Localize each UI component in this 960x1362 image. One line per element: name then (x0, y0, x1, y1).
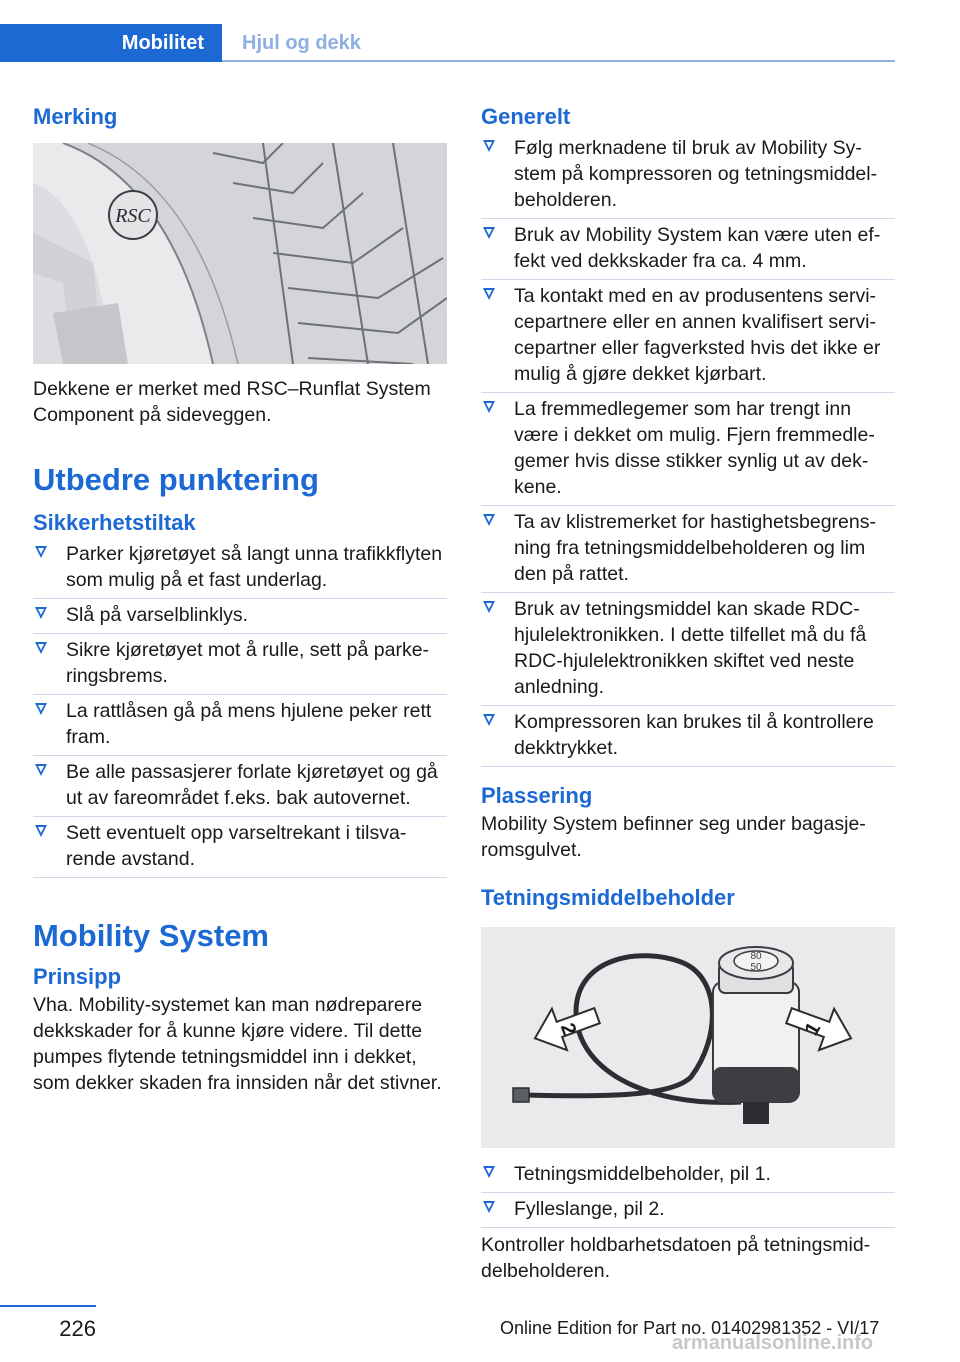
tetning-list-item (481, 1158, 895, 1193)
bullet-triangle-icon (483, 288, 495, 300)
sikkerhet-list-item-text: Sett eventuelt opp varseltrekant i tilsvarende avstand. (66, 822, 407, 870)
watermark: armanualsonline.info (672, 1332, 874, 1354)
tetning-list (481, 1158, 895, 1228)
generelt-list-item (481, 132, 895, 219)
sikkerhet-list-item (33, 756, 447, 817)
sikkerhet-list-item (33, 695, 447, 756)
tetning-list-item-text: Fylleslange, pil 2. (514, 1198, 665, 1220)
bullet-triangle-icon (35, 703, 47, 715)
tab-underline (222, 60, 895, 62)
bottle-label-top: 80 (750, 951, 762, 962)
bullet-triangle-icon (483, 401, 495, 413)
rsc-logo-text: RSC (115, 205, 151, 227)
section-mobility-system: Mobility System (33, 918, 269, 953)
generelt-list-item (481, 219, 895, 280)
generelt-list-item (481, 506, 895, 593)
generelt-list-item (481, 593, 895, 706)
tetning-heading: Tetningsmiddelbeholder (481, 885, 735, 910)
bullet-triangle-icon (35, 607, 47, 619)
generelt-list-item-text: Bruk av tetningsmiddel kan skade RDC-hjulelektronikken. I dette tilfellet må du få RDC-hjulelektronikken skiftet ved neste anledning. (514, 598, 867, 698)
sikkerhet-list (33, 538, 447, 878)
bullet-triangle-icon (35, 546, 47, 558)
bullet-triangle-icon (483, 601, 495, 613)
tetning-list-item-text: Tetningsmiddelbeholder, pil 1. (514, 1163, 771, 1185)
tetning-list-item (481, 1193, 895, 1228)
plassering-text: Mobility System befinner seg under bagasjeromsgulvet. (481, 813, 866, 861)
edition-text: Online Edition for Part no. 01402981352 - VI/17 (500, 1318, 880, 1338)
generelt-list-item-text: Bruk av Mobility System kan være uten effekt ved dekkskader fra ca. 4 mm. (514, 224, 881, 272)
tire-illustration (33, 143, 447, 364)
bullet-triangle-icon (483, 514, 495, 526)
bullet-triangle-icon (483, 714, 495, 726)
sikkerhet-list-item (33, 817, 447, 878)
left-column (33, 102, 447, 1096)
sikkerhet-list-item (33, 599, 447, 634)
sikkerhet-heading: Sikkerhetstiltak (33, 510, 196, 535)
right-column (481, 102, 895, 1284)
merking-heading: Merking (33, 104, 118, 129)
generelt-list (481, 132, 895, 767)
generelt-heading: Generelt (481, 104, 571, 129)
sealant-illustration (481, 927, 895, 1148)
section-utbedre-punktering: Utbedre punktering (33, 462, 319, 497)
sikkerhet-list-item-text: Slå på varselblinklys. (66, 604, 249, 626)
bullet-triangle-icon (35, 825, 47, 837)
plassering-heading: Plassering (481, 783, 593, 808)
bullet-triangle-icon (483, 227, 495, 239)
bullet-triangle-icon (483, 1166, 495, 1178)
bullet-triangle-icon (483, 1201, 495, 1213)
sikkerhet-list-item (33, 538, 447, 599)
merking-text: Dekkene er merket med RSC–Runflat System Component på sideveggen. (33, 378, 431, 426)
bullet-triangle-icon (483, 140, 495, 152)
header-tabs (0, 24, 895, 62)
page-number: 226 (59, 1316, 96, 1341)
generelt-list-item (481, 393, 895, 506)
footer-rule (0, 1305, 96, 1307)
generelt-list-item (481, 706, 895, 767)
tab-mobilitet[interactable]: Mobilitet (0, 24, 222, 62)
generelt-list-item-text: Følg merknadene til bruk av Mobility System på kompressoren og tetningsmiddelbeholderen. (514, 137, 878, 211)
bullet-triangle-icon (35, 642, 47, 654)
sikkerhet-list-item-text: Be alle passasjerer forlate kjøretøyet og gå ut av fareområdet f.eks. bak autovernet. (66, 761, 438, 809)
prinsipp-heading: Prinsipp (33, 964, 122, 989)
generelt-list-item-text: La fremmedlegemer som har trengt inn være i dekket om mulig. Fjern fremmedlegemer hvis disse stikker synlig ut av dekkene. (514, 398, 875, 498)
sikkerhet-list-item-text: La rattlåsen gå på mens hjulene peker rett fram. (66, 700, 432, 748)
generelt-list-item (481, 280, 895, 393)
sikkerhet-list-item-text: Sikre kjøretøyet mot å rulle, sett på parkeringsbrems. (66, 639, 430, 687)
arrow-2-label: 2 (555, 1020, 581, 1039)
kontroll-text: Kontroller holdbarhetsdatoen på tetningsmiddelbeholderen. (481, 1234, 871, 1282)
arrow-1-label: 1 (800, 1018, 826, 1040)
tab-hjul-og-dekk[interactable]: Hjul og dekk (242, 31, 361, 54)
sikkerhet-list-item-text: Parker kjøretøyet så langt unna trafikkflyten som mulig på et fast underlag. (66, 543, 443, 591)
generelt-list-item-text: Ta av klistremerket for hastighetsbegrensning fra tetningsmiddelbeholderen og lim den på rattet. (514, 511, 876, 585)
sikkerhet-list-item (33, 634, 447, 695)
generelt-list-item-text: Kompressoren kan brukes til å kontrollere dekktrykket. (514, 711, 874, 759)
prinsipp-text: Vha. Mobility-systemet kan man nødreparere dekkskader for å kunne kjøre videre. Til dette pumpes flytende tetningsmiddel inn i dekket, som dekker skaden fra innsiden når det stivner. (33, 994, 442, 1094)
sealant-container-image (481, 927, 895, 1148)
generelt-list-item-text: Ta kontakt med en av produsentens servicepartnere eller en annen kvalifisert servicepartner eller fagverksted hvis det ikke er mulig å gjøre dekket kjørbart. (514, 285, 881, 385)
tire-sidewall-image (33, 143, 447, 364)
bottle-label-bottom: 50 (750, 962, 762, 973)
bullet-triangle-icon (35, 764, 47, 776)
